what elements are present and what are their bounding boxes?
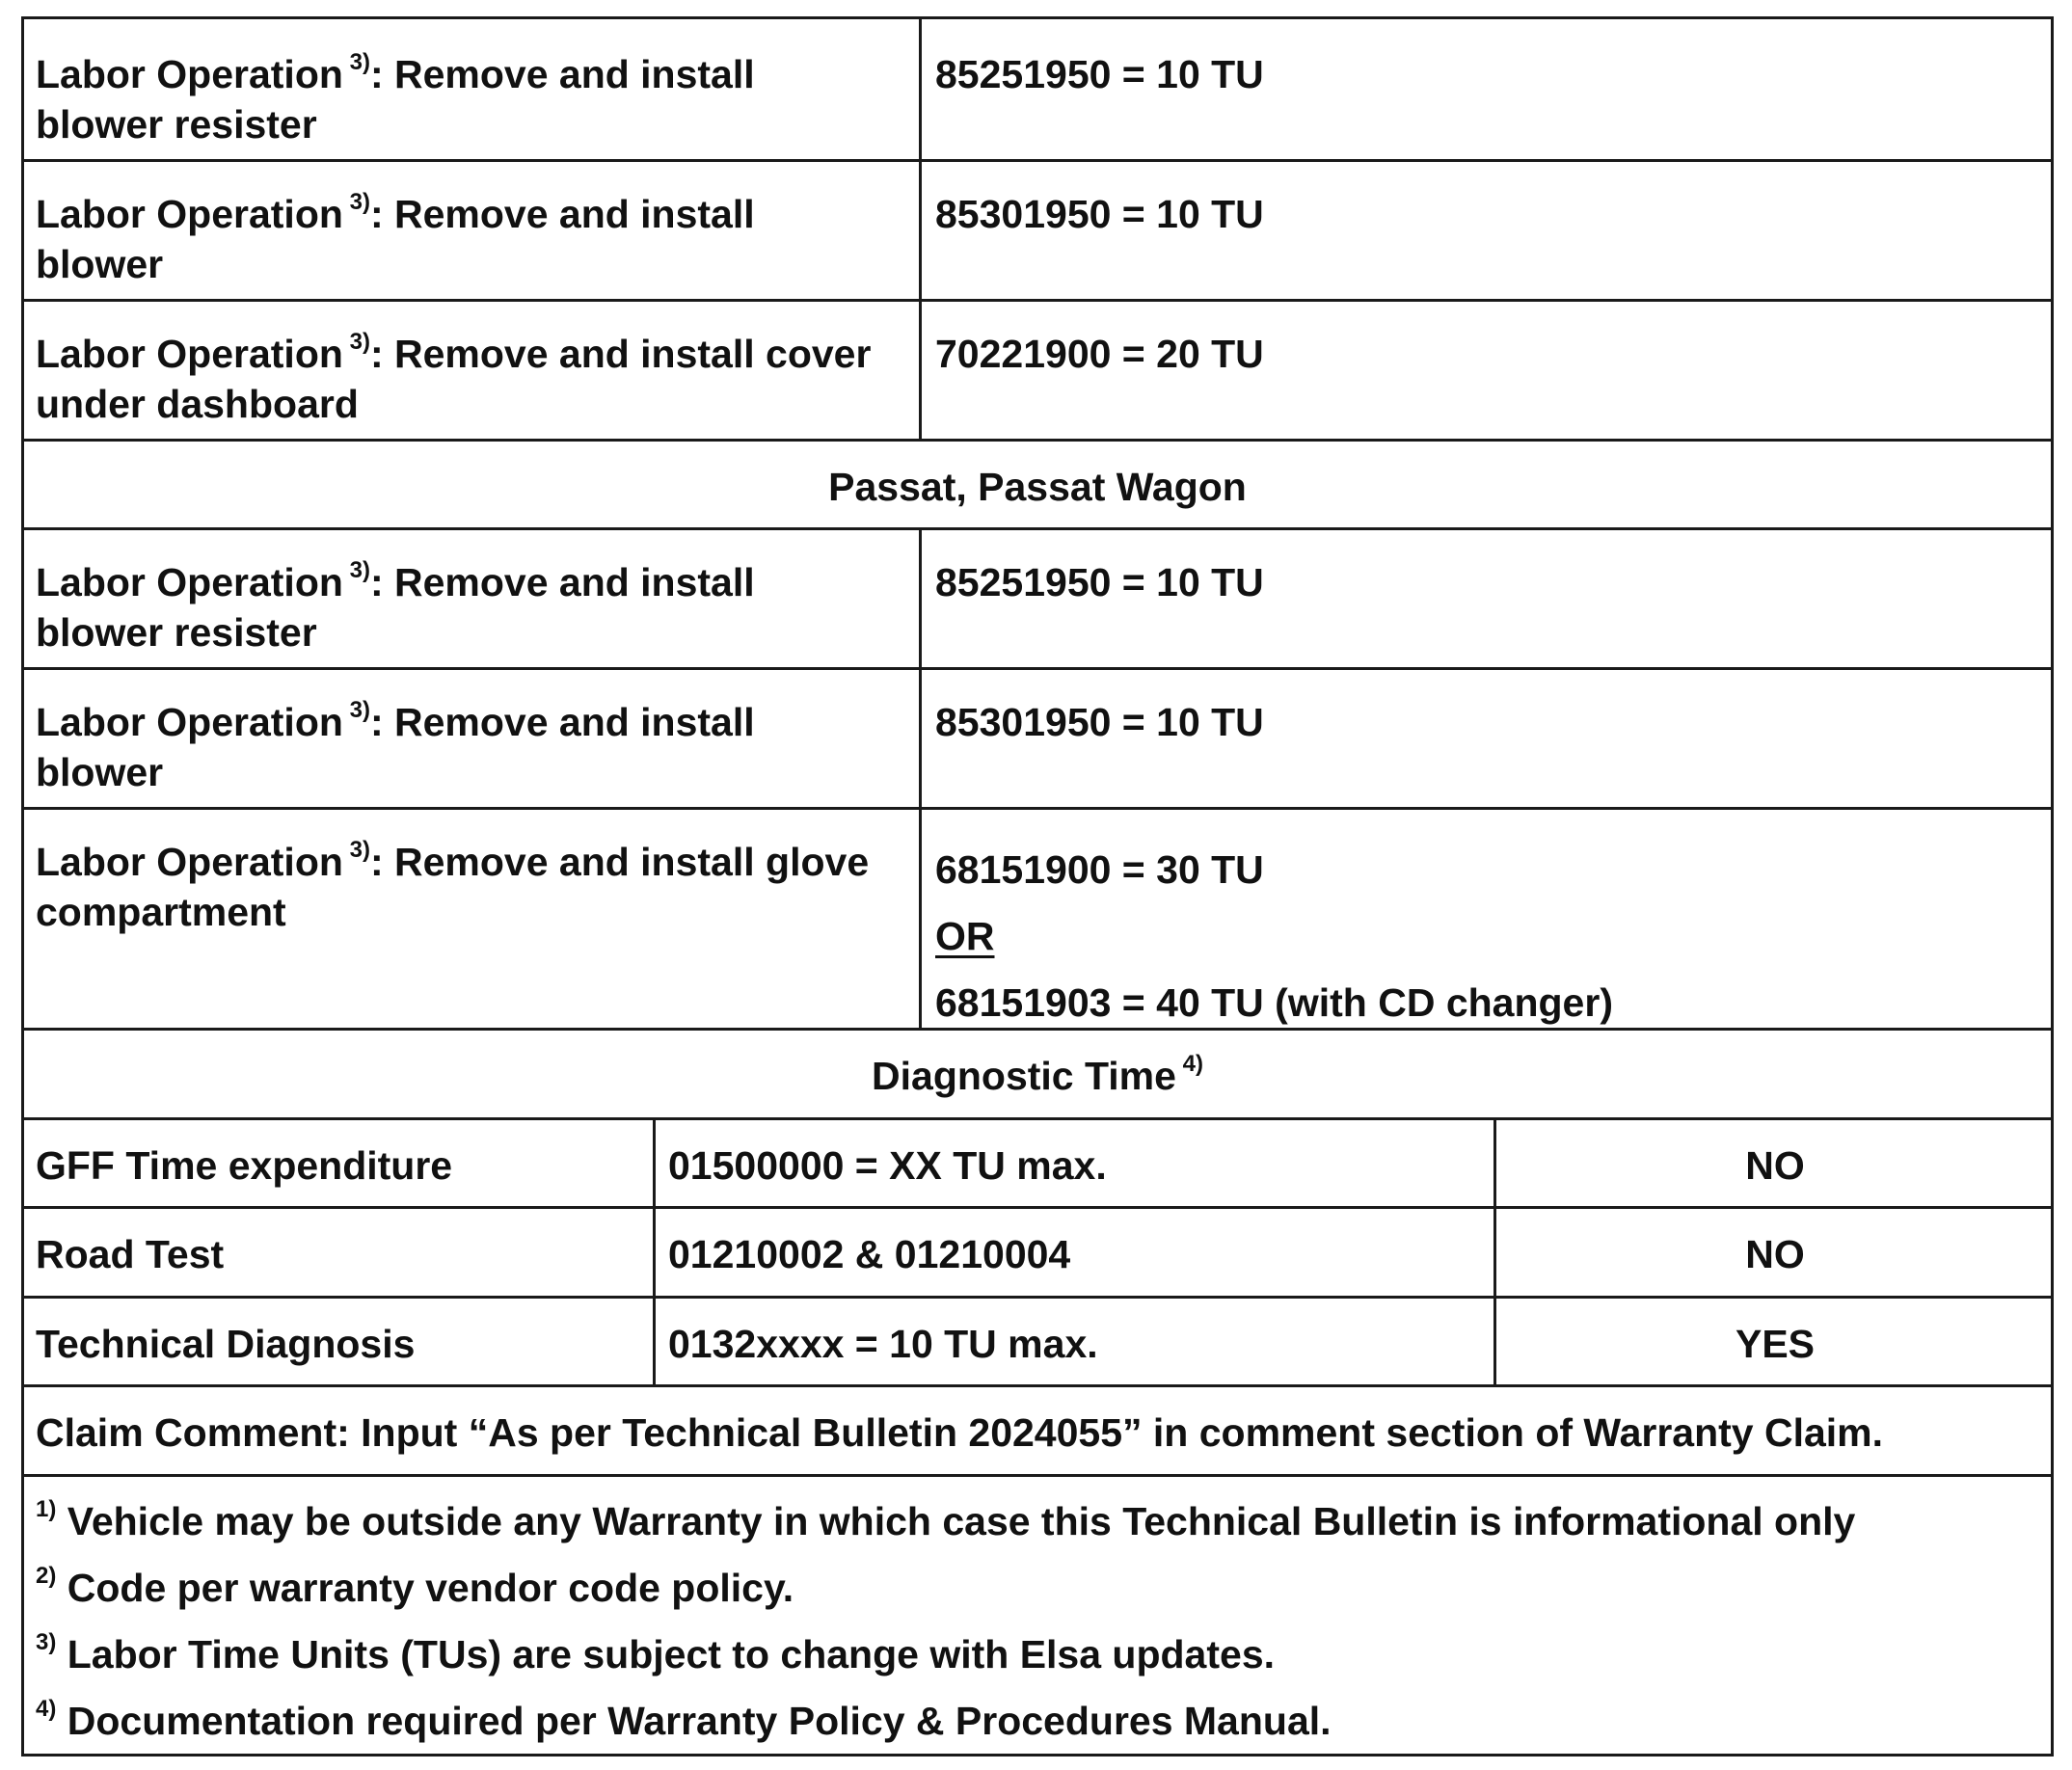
claim-comment: Claim Comment: Input “As per Technical Bulletin 2024055” in comment section of Warranty Claim.	[36, 1410, 1884, 1455]
row-divider	[24, 1117, 2051, 1120]
labor-op-code-options	[935, 837, 1613, 1036]
column-divider	[919, 19, 922, 439]
labor-op-description: Labor Operation $^{3)}$: Remove and install cover under dashboard	[36, 329, 872, 426]
labor-op-code-alt: 68151903 = 40 TU (with CD changer)	[935, 980, 1613, 1025]
diag-flag: NO	[1745, 1143, 1805, 1188]
diag-name: Road Test	[36, 1232, 225, 1276]
footnote: $^{1)}$ Vehicle may be outside any Warranty in which case this Technical Bulletin is informational only	[36, 1496, 1856, 1543]
labor-op-code: 85301950 = 10 TU	[935, 192, 1264, 236]
diag-name: Technical Diagnosis	[36, 1322, 416, 1366]
labor-op-code: 70221900 = 20 TU	[935, 332, 1264, 376]
labor-op-code: 68151900 = 30 TU	[935, 847, 1264, 892]
labor-op-description: Labor Operation $^{3)}$: Remove and install blower resister	[36, 49, 755, 147]
row-divider	[24, 1296, 2051, 1299]
diag-code: 01500000 = XX TU max.	[668, 1143, 1107, 1188]
row-divider	[24, 299, 2051, 302]
row-divider	[24, 807, 2051, 810]
labor-op-code: 85301950 = 10 TU	[935, 700, 1264, 744]
row-divider	[24, 1474, 2051, 1477]
labor-op-code: 85251950 = 10 TU	[935, 52, 1264, 96]
section-heading-diagnostic: Diagnostic Time $^{4)}$	[872, 1051, 1203, 1098]
labor-op-description: Labor Operation $^{3)}$: Remove and install blower	[36, 697, 755, 794]
diag-flag: NO	[1745, 1232, 1805, 1276]
diag-code: 01210002 & 01210004	[668, 1232, 1071, 1276]
row-divider	[24, 159, 2051, 162]
labor-op-code: 85251950 = 10 TU	[935, 560, 1264, 604]
row-divider	[24, 1384, 2051, 1387]
row-divider	[24, 1206, 2051, 1209]
section-heading-passat: Passat, Passat Wagon	[828, 465, 1247, 509]
footnote: $^{4)}$ Documentation required per Warranty Policy & Procedures Manual.	[36, 1696, 1332, 1743]
labor-op-description: Labor Operation $^{3)}$: Remove and install blower resister	[36, 557, 755, 655]
footnote: $^{3)}$ Labor Time Units (TUs) are subject to change with Elsa updates.	[36, 1629, 1276, 1676]
row-divider	[24, 527, 2051, 530]
diag-code: 0132xxxx = 10 TU max.	[668, 1322, 1098, 1366]
diag-flag: YES	[1735, 1322, 1816, 1366]
column-divider	[919, 527, 922, 1028]
labor-op-description: Labor Operation $^{3)}$: Remove and install glove compartment	[36, 837, 870, 934]
labor-table	[21, 16, 2054, 1757]
or-separator: OR	[935, 914, 995, 958]
row-divider	[24, 439, 2051, 442]
footnote: $^{2)}$ Code per warranty vendor code policy.	[36, 1563, 794, 1610]
labor-op-description: Labor Operation $^{3)}$: Remove and install blower	[36, 189, 755, 286]
row-divider	[24, 667, 2051, 670]
diag-name: GFF Time expenditure	[36, 1143, 453, 1188]
column-divider	[653, 1117, 656, 1384]
